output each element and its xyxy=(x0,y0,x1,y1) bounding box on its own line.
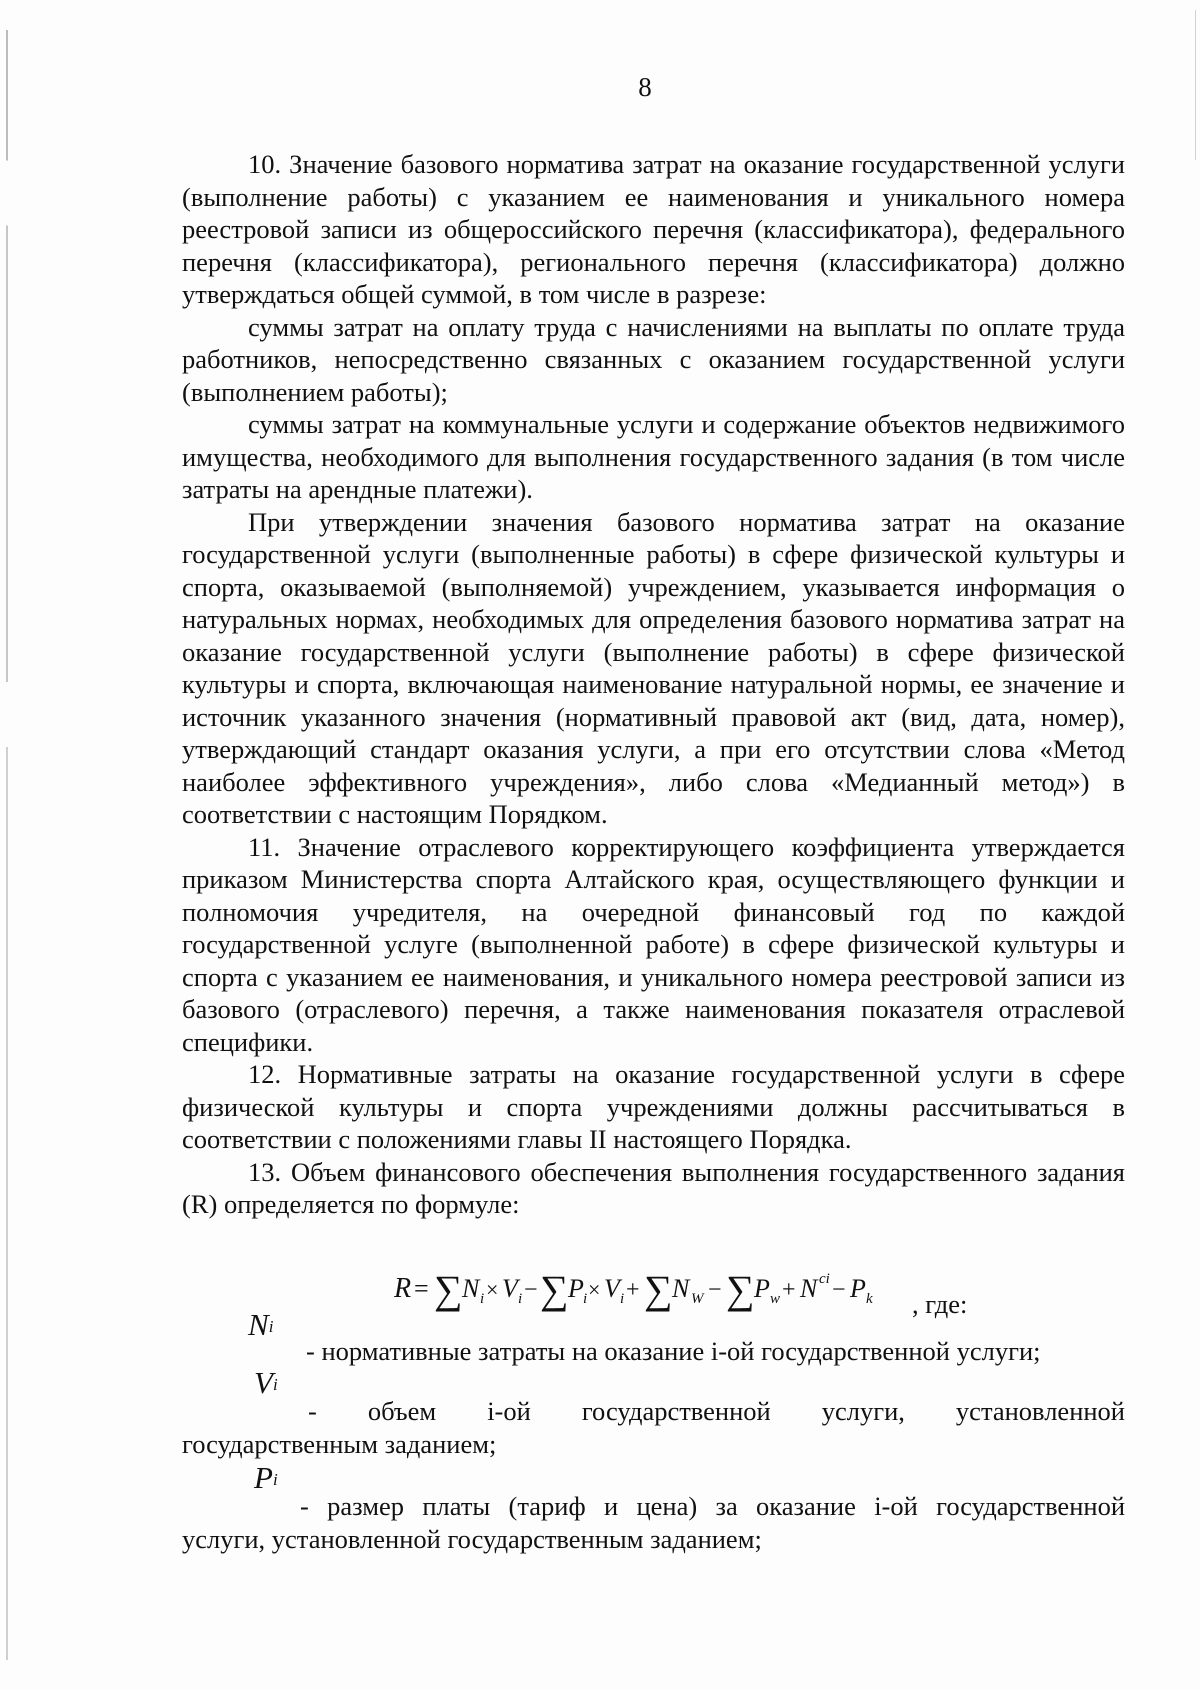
symbol-v-subscript: i xyxy=(272,1375,278,1394)
svg-text:∑: ∑ xyxy=(434,1266,463,1312)
formula-suffix: , где: xyxy=(912,1288,968,1319)
svg-text:V: V xyxy=(604,1273,620,1303)
svg-text:i: i xyxy=(620,1290,625,1307)
financing-formula xyxy=(394,1251,914,1319)
svg-text:V: V xyxy=(502,1273,518,1303)
symbol-n-subscript: i xyxy=(268,1316,274,1336)
paragraph-10: 10. Значение базового норматива затрат на оказание государственной услуги (выполнение работы) с указанием ее наименования и уникального номера реестровой записи из общероссийского перечня (классификатора), федерального перечня (классификатора), регионального перечня (классификатора) должно утверждаться общей суммой, в том числе в разрезе: xyxy=(182,149,1125,309)
paragraph-12: 12. Нормативные затраты на оказание государственной услуги в сфере физической культуры и спорта учреждениями должны рассчитываться в соответствии с положениями главы II настоящего Порядка. xyxy=(182,1059,1125,1154)
definition-ni xyxy=(182,1306,1125,1368)
formula-block xyxy=(182,1251,1125,1319)
svg-text:N: N xyxy=(800,1273,818,1303)
definition-vi-text-line1: - объем i-ой государственной услуги, установленной xyxy=(308,1396,1125,1426)
paragraph-10-natural-norms: При утверждении значения базового норматива затрат на оказание государственной услуги (выполненные работы) в сфере физической культуры и спорта, оказываемой (выполняемой) учреждением, указывается информация о натуральных нормах, необходимых для определения базового норматива затрат на оказание государственной услуги (выполнение работы) в сфере физической культуры и спорта, включающая наименование натуральной нормы, ее значение и источник указанного значения (нормативный правовой акт (вид, дата, номер), утверждающий стандарт оказания услуги, а при его отсутствии слова «Метод наиболее эффективного учреждения», либо слова «Медианный метод») в соответствии с настоящим Порядком. xyxy=(182,506,1125,829)
svg-text:=: = xyxy=(414,1273,429,1303)
svg-text:×: × xyxy=(486,1276,499,1302)
document-body xyxy=(182,148,1125,1555)
symbol-v: V xyxy=(254,1365,273,1400)
paragraph-10-item-utilities: суммы затрат на коммунальные услуги и содержание объектов недвижимого имущества, необходимого для выполнения государственного задания (в том числе затраты на арендные платежи). xyxy=(182,409,1125,504)
paragraph-13: 13. Объем финансового обеспечения выполнения государственного задания (R) определяется по формуле: xyxy=(182,1156,1125,1219)
svg-text:∑: ∑ xyxy=(540,1266,569,1312)
definition-ni-text: - нормативные затраты на оказание i-ой государственной услуги; xyxy=(306,1335,1041,1366)
svg-text:−: − xyxy=(832,1276,846,1303)
definition-pi-text-line1: - размер платы (тариф и цена) за оказание i-ой государственной xyxy=(300,1491,1125,1521)
svg-text:i: i xyxy=(518,1290,523,1307)
svg-text:w: w xyxy=(770,1290,781,1307)
definition-pi-text-line2: услуги, установленной государственным заданием; xyxy=(182,1523,762,1554)
svg-text:P: P xyxy=(754,1273,770,1303)
svg-text:×: × xyxy=(588,1276,601,1302)
svg-text:∑: ∑ xyxy=(644,1266,673,1312)
scan-edge-left xyxy=(6,30,8,1660)
symbol-p-subscript: i xyxy=(272,1470,278,1489)
svg-text:W: W xyxy=(691,1290,704,1307)
svg-text:P: P xyxy=(568,1273,584,1303)
svg-text:N: N xyxy=(672,1273,690,1303)
svg-text:i: i xyxy=(583,1290,588,1307)
definition-vi-text-line2: государственным заданием; xyxy=(182,1428,497,1459)
svg-text:k: k xyxy=(866,1290,873,1307)
svg-text:+: + xyxy=(782,1276,796,1303)
paragraph-10-item-labor: суммы затрат на оплату труда с начислениями на выплаты по оплате труда работников, непосредственно связанных с оказанием государственной услуги (выполнением работы); xyxy=(182,311,1125,407)
definition-vi xyxy=(182,1365,1125,1460)
svg-text:∑: ∑ xyxy=(726,1266,755,1312)
svg-text:−: − xyxy=(708,1276,722,1303)
svg-text:P: P xyxy=(850,1273,866,1303)
symbol-p: P xyxy=(254,1460,273,1495)
svg-text:ci: ci xyxy=(819,1270,830,1287)
symbol-n: N xyxy=(248,1306,269,1342)
svg-text:+: + xyxy=(626,1276,640,1303)
svg-text:−: − xyxy=(524,1276,538,1303)
paragraph-11: 11. Значение отраслевого корректирующего коэффициента утверждается приказом Министерства спорта Алтайского края, осуществляющего функции и полномочия учредителя, на очередной финансовый год по каждой государственной услуге (выполненной работе) в сфере физической культуры и спорта с указанием ее наименования, и уникального номера реестровой записи из базового (отраслевого) перечня, а также наименования показателя отраслевой специфики. xyxy=(182,831,1125,1057)
svg-text:i: i xyxy=(480,1290,485,1307)
page-number: 8 xyxy=(638,72,652,102)
definition-pi xyxy=(182,1460,1125,1555)
svg-text:N: N xyxy=(462,1273,480,1303)
svg-text:R: R xyxy=(394,1272,412,1304)
